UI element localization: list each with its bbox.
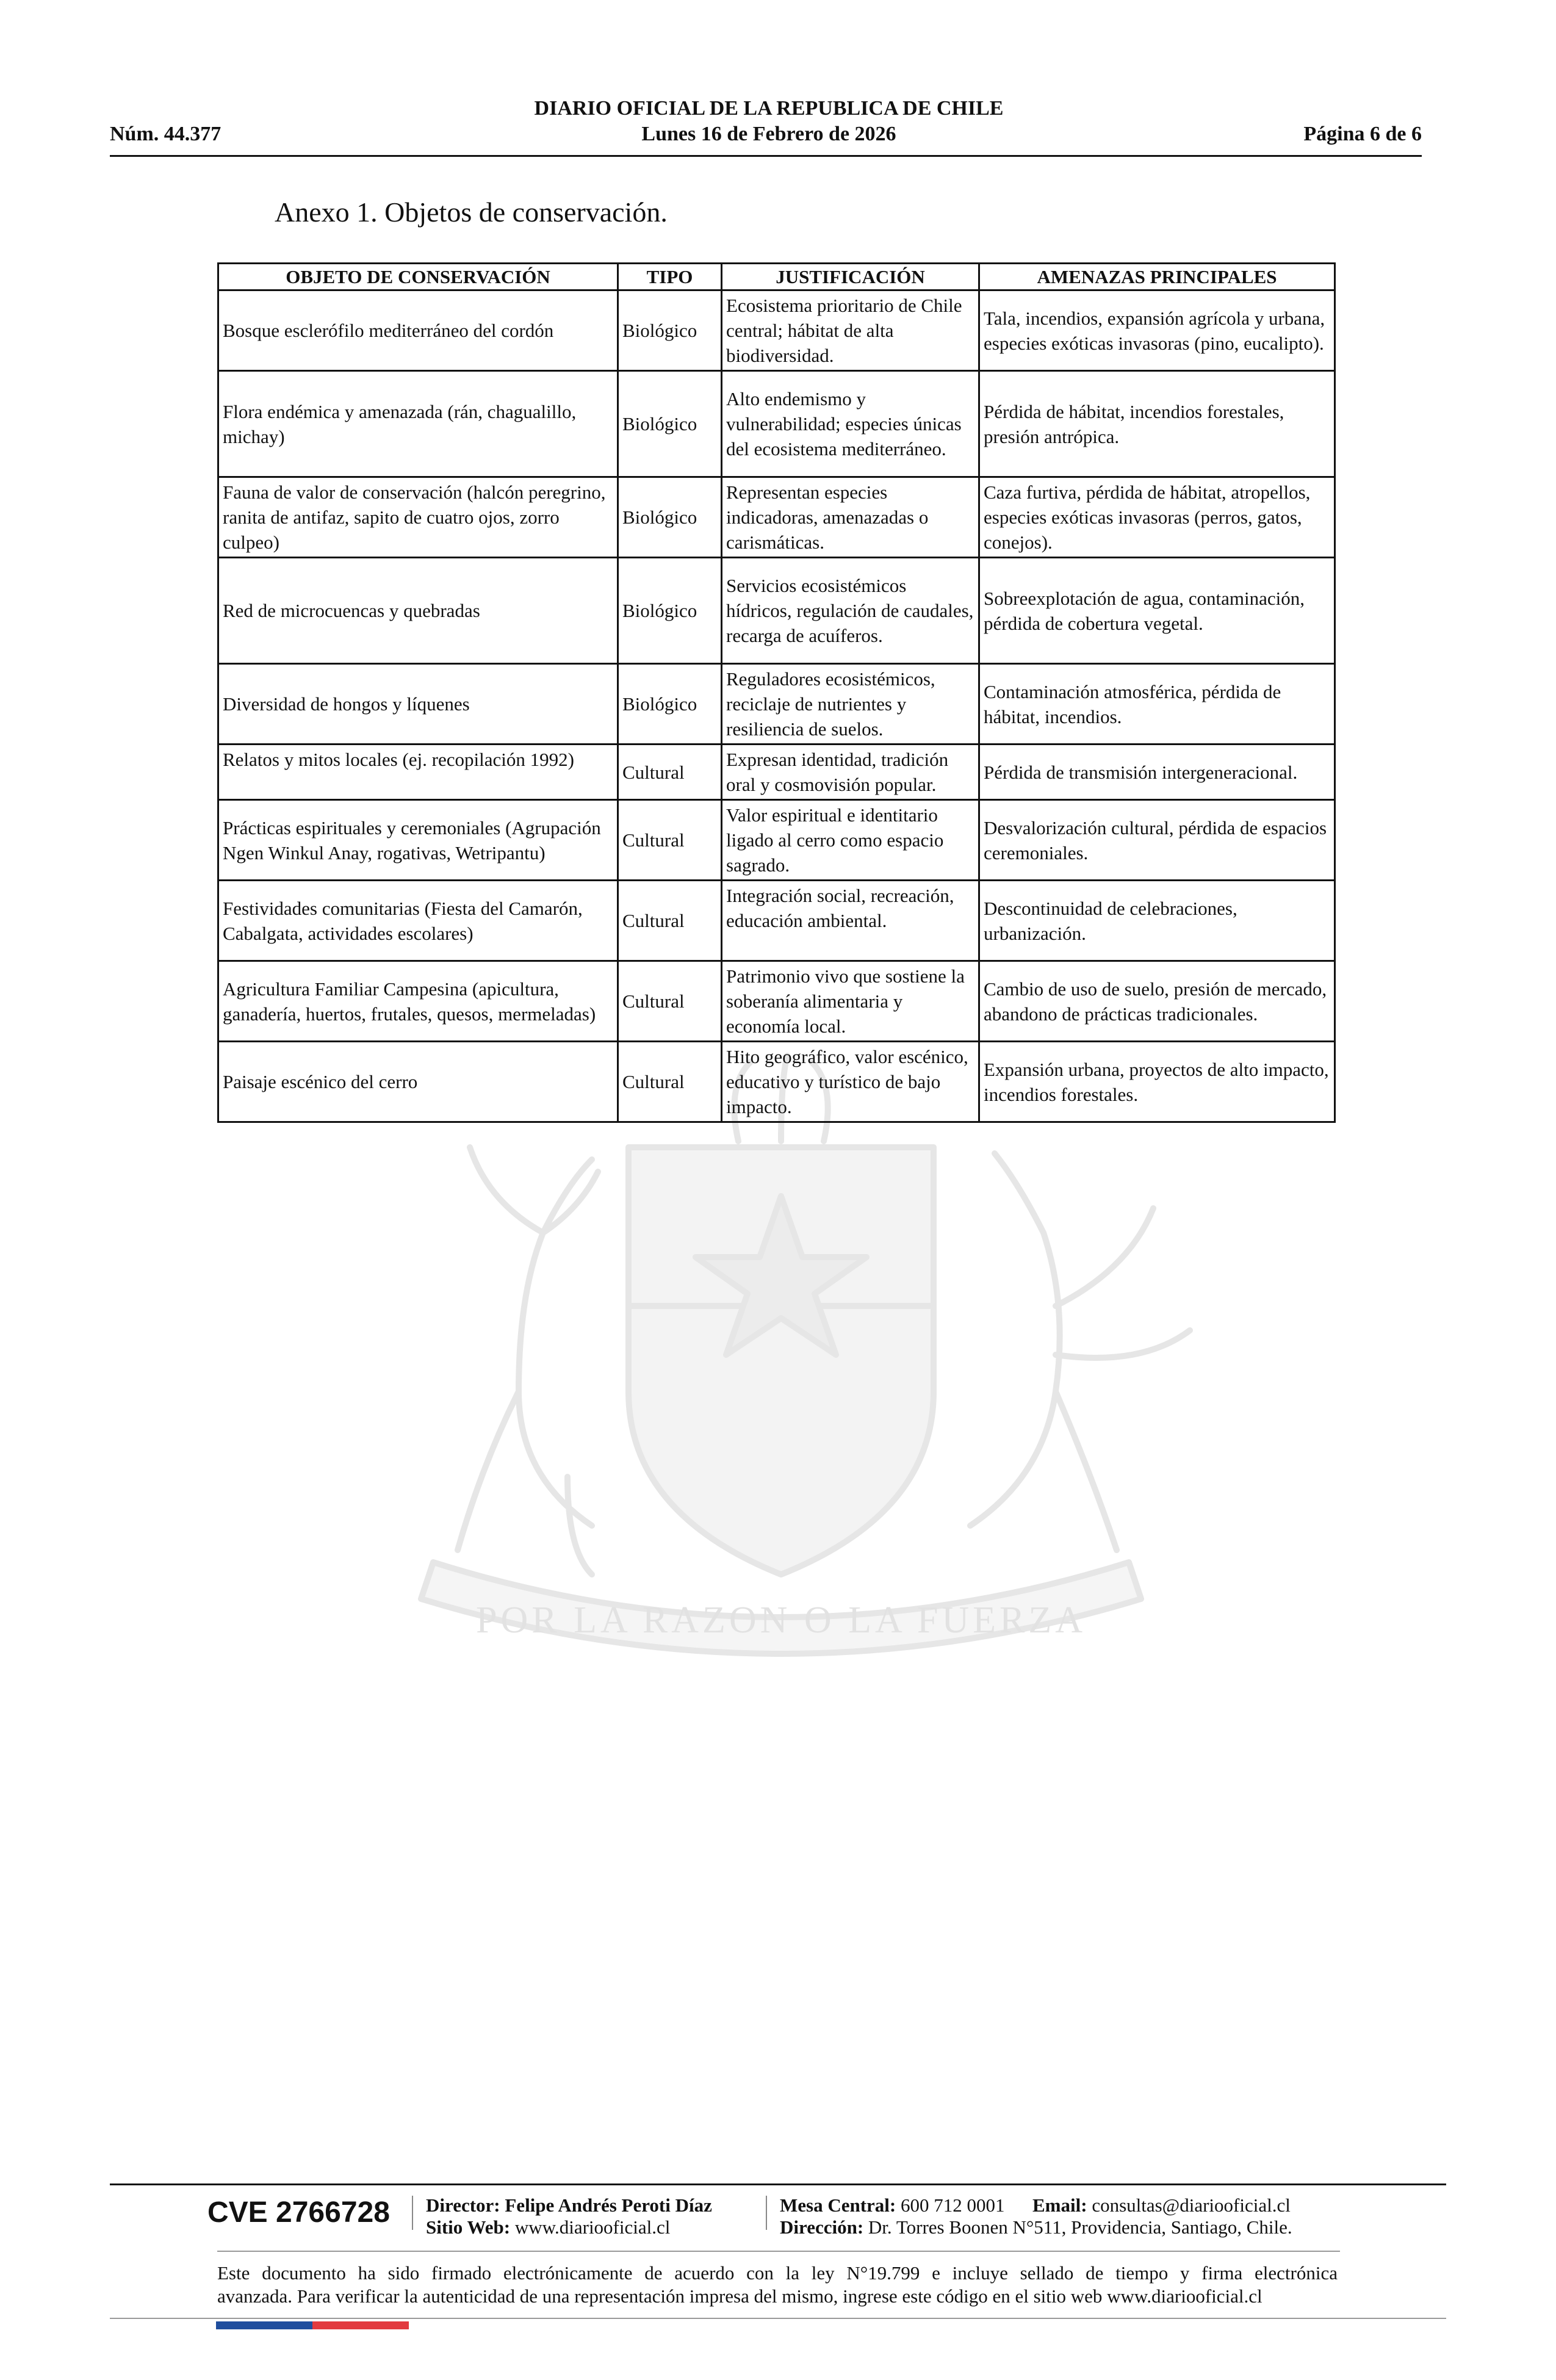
col-header-amenazas: AMENAZAS PRINCIPALES: [979, 264, 1335, 290]
cell-tipo: Cultural: [618, 961, 722, 1042]
footer-website: [426, 2216, 670, 2238]
table-row: [218, 1042, 1335, 1122]
cell-tipo: Cultural: [618, 800, 722, 881]
cell-amenazas: Caza furtiva, pérdida de hábitat, atropellos, especies exóticas invasoras (perros, gatos, conejos).: [979, 477, 1335, 558]
cell-justificacion: Patrimonio vivo que sostiene la soberanía alimentaria y economía local.: [722, 961, 979, 1042]
footer-divider-bottom: [110, 2318, 1446, 2319]
cell-objeto: Prácticas espirituales y ceremoniales (Agrupación Ngen Winkul Anay, rogativas, Wetripantu): [218, 800, 618, 881]
cell-objeto: Festividades comunitarias (Fiesta del Camarón, Cabalgata, actividades escolares): [218, 881, 618, 961]
col-header-objeto: OBJETO DE CONSERVACIÓN: [218, 264, 618, 290]
legal-line-2: avanzada. Para verificar la autenticidad de una representación impresa del mismo, ingrese este código en el sitio web www.diariooficial.cl: [217, 2285, 1262, 2307]
cell-justificacion: Ecosistema prioritario de Chile central; hábitat de alta biodiversidad.: [722, 290, 979, 371]
coat-of-arms-watermark: [201, 1050, 1361, 1709]
mesa-phone: 600 712 0001: [901, 2194, 1005, 2216]
cell-amenazas: Desvalorización cultural, pérdida de espacios ceremoniales.: [979, 800, 1335, 881]
newspaper-title: DIARIO OFICIAL DE LA REPUBLICA DE CHILE: [534, 97, 1004, 120]
cell-amenazas: Descontinuidad de celebraciones, urbanización.: [979, 881, 1335, 961]
cell-tipo: Cultural: [618, 1042, 722, 1122]
email-link[interactable]: consultas@diariooficial.cl: [1092, 2194, 1291, 2216]
cell-justificacion: Reguladores ecosistémicos, reciclaje de nutrientes y resiliencia de suelos.: [722, 664, 979, 745]
cell-justificacion: Representan especies indicadoras, amenazadas o carismáticas.: [722, 477, 979, 558]
table-row: [218, 371, 1335, 477]
flag-stripe-red: [312, 2321, 409, 2329]
cell-tipo: Cultural: [618, 745, 722, 800]
cell-objeto: Flora endémica y amenazada (rán, chagualillo, michay): [218, 371, 618, 477]
address-label: Dirección:: [780, 2216, 864, 2238]
col-header-justificacion: JUSTIFICACIÓN: [722, 264, 979, 290]
cell-tipo: Biológico: [618, 477, 722, 558]
footer-divider-top: [110, 2183, 1446, 2185]
email-label: Email:: [1032, 2194, 1087, 2216]
issue-date: Lunes 16 de Febrero de 2026: [641, 123, 896, 145]
footer-contact: [780, 2194, 1291, 2216]
table-row: [218, 745, 1335, 800]
cell-tipo: Cultural: [618, 881, 722, 961]
cell-tipo: Biológico: [618, 290, 722, 371]
cell-tipo: Biológico: [618, 371, 722, 477]
annex-title: Anexo 1. Objetos de conservación.: [275, 197, 668, 228]
cell-amenazas: Expansión urbana, proyectos de alto impacto, incendios forestales.: [979, 1042, 1335, 1122]
footer-divider-mid: [217, 2251, 1340, 2252]
footer-separator: [766, 2196, 767, 2230]
col-header-tipo: TIPO: [618, 264, 722, 290]
cell-objeto: Relatos y mitos locales (ej. recopilación 1992): [218, 745, 618, 800]
cell-justificacion: Alto endemismo y vulnerabilidad; especies únicas del ecosistema mediterráneo.: [722, 371, 979, 477]
table-row: [218, 290, 1335, 371]
cell-justificacion: Hito geográfico, valor escénico, educativo y turístico de bajo impacto.: [722, 1042, 979, 1122]
table-row: [218, 477, 1335, 558]
director-name: Felipe Andrés Peroti Díaz: [505, 2194, 712, 2216]
cell-justificacion: Expresan identidad, tradición oral y cosmovisión popular.: [722, 745, 979, 800]
cell-amenazas: Pérdida de hábitat, incendios forestales, presión antrópica.: [979, 371, 1335, 477]
flag-stripe-blue: [216, 2321, 312, 2329]
address-text: Dr. Torres Boonen N°511, Providencia, Santiago, Chile.: [868, 2216, 1292, 2238]
header-divider: [110, 155, 1422, 157]
cell-amenazas: Pérdida de transmisión intergeneracional.: [979, 745, 1335, 800]
cell-amenazas: Sobreexplotación de agua, contaminación, pérdida de cobertura vegetal.: [979, 558, 1335, 664]
table-row: [218, 664, 1335, 745]
cell-objeto: Red de microcuencas y quebradas: [218, 558, 618, 664]
cell-justificacion: Valor espiritual e identitario ligado al cerro como espacio sagrado.: [722, 800, 979, 881]
page-indicator: Página 6 de 6: [1303, 123, 1422, 145]
cell-amenazas: Tala, incendios, expansión agrícola y urbana, especies exóticas invasoras (pino, eucalipto).: [979, 290, 1335, 371]
cell-tipo: Biológico: [618, 558, 722, 664]
cell-tipo: Biológico: [618, 664, 722, 745]
cell-objeto: Bosque esclerófilo mediterráneo del cordón: [218, 290, 618, 371]
cell-objeto: Agricultura Familiar Campesina (apicultura, ganadería, huertos, frutales, quesos, mermeladas): [218, 961, 618, 1042]
cell-amenazas: Contaminación atmosférica, pérdida de hábitat, incendios.: [979, 664, 1335, 745]
watermark-motto: POR LA RAZON O LA FUERZA: [475, 1599, 1087, 1641]
mesa-label: Mesa Central:: [780, 2194, 896, 2216]
table-row: [218, 881, 1335, 961]
website-link[interactable]: www.diariooficial.cl: [514, 2216, 671, 2238]
footer-director: [426, 2194, 712, 2216]
conservation-objects-table: [217, 262, 1336, 1123]
footer-address: [780, 2216, 1292, 2238]
table-row: [218, 558, 1335, 664]
cell-objeto: Diversidad de hongos y líquenes: [218, 664, 618, 745]
cve-code: CVE 2766728: [207, 2196, 390, 2229]
cell-justificacion: Integración social, recreación, educación ambiental.: [722, 881, 979, 961]
legal-notice: [217, 2262, 1338, 2308]
table-row: [218, 961, 1335, 1042]
website-label: Sitio Web:: [426, 2216, 511, 2238]
footer-separator: [412, 2196, 413, 2230]
legal-line-1: Este documento ha sido firmado electrónicamente de acuerdo con la ley N°19.799 e incluye sellado de tiempo y firma electrónica: [217, 2262, 1338, 2284]
cell-objeto: Paisaje escénico del cerro: [218, 1042, 618, 1122]
table-row: [218, 800, 1335, 881]
cell-amenazas: Cambio de uso de suelo, presión de mercado, abandono de prácticas tradicionales.: [979, 961, 1335, 1042]
cell-justificacion: Servicios ecosistémicos hídricos, regulación de caudales, recarga de acuíferos.: [722, 558, 979, 664]
table-header-row: [218, 264, 1335, 290]
issue-number: Núm. 44.377: [110, 123, 222, 145]
director-label: Director:: [426, 2194, 500, 2216]
cell-objeto: Fauna de valor de conservación (halcón peregrino, ranita de antifaz, sapito de cuatro ojos, zorro culpeo): [218, 477, 618, 558]
